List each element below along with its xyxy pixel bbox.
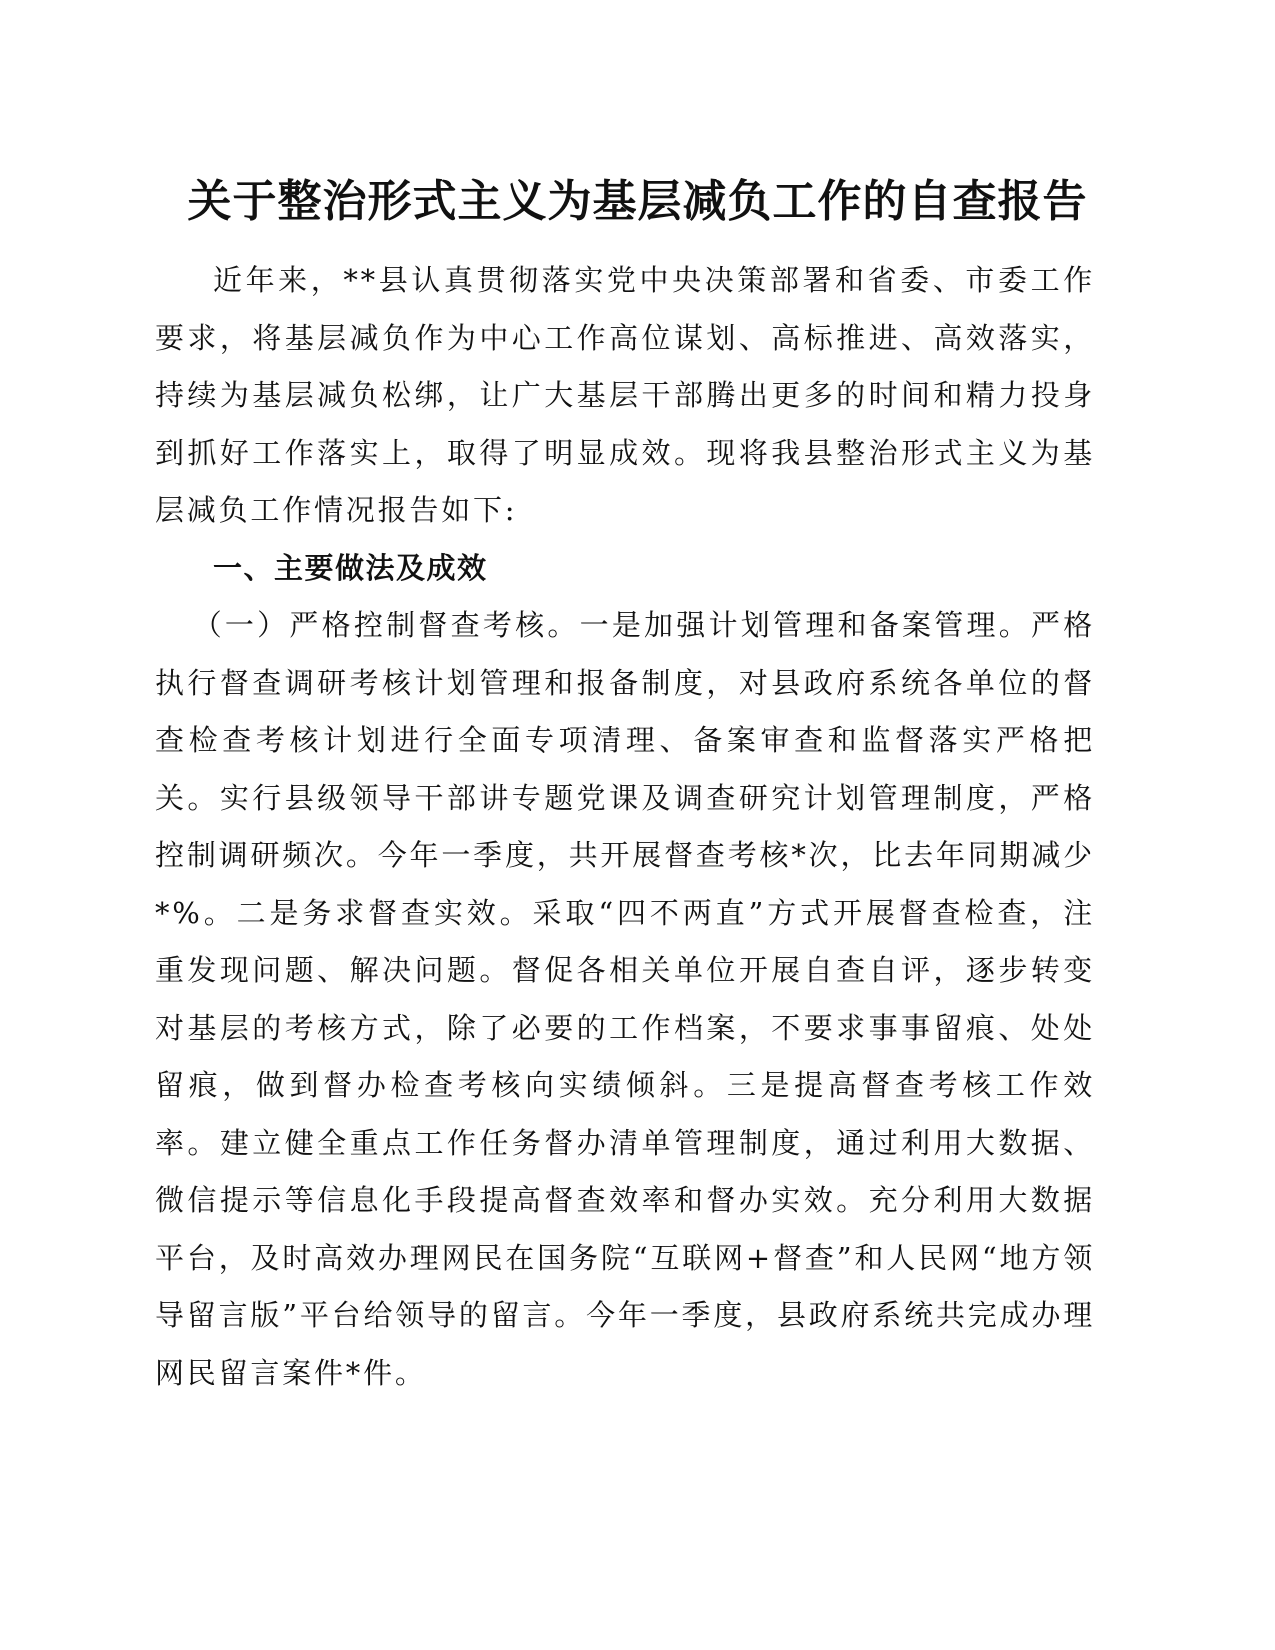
section-heading: 一、主要做法及成效 — [213, 550, 488, 585]
section-paragraph: （一）严格控制督查考核。一是加强计划管理和备案管理。严格执行督查调研考核计划管理和报备制度，对县政府系统各单位的督查检查考核计划进行全面专项清理、备案审查和监督落实严格把关。实行县级领导干部讲专题党课及调查研究计划管理制度，严格控制调研频次。今年一季度，共开展督查考核*次，比去年同期减少*%。二是务求督查实效。采取“四不两直”方式开展督查检查，注重发现问题、解决问题。督促各相关单位开展自查自评，逐步转变对基层的考核方式，除了必要的工作档案，不要求事事留痕、处处留痕，做到督办检查考核向实绩倾斜。三是提高督查考核工作效率。建立健全重点工作任务督办清单管理制度，通过利用大数据、微信提示等信息化手段提高督查效率和督办实效。充分利用大数据平台，及时高效办理网民在国务院“互联网+督查”和人民网“地方领导留言版”平台给领导的留言。今年一季度，县政府系统共完成办理网民留言案件*件。 — [155, 608, 1095, 1390]
intro-paragraph: 近年来，**县认真贯彻落实党中央决策部署和省委、市委工作要求，将基层减负作为中心工作高位谋划、高标推进、高效落实，持续为基层减负松绑，让广大基层干部腾出更多的时间和精力投身到抓好工作落实上，取得了明显成效。现将我县整治形式主义为基层减负工作情况报告如下: — [155, 263, 1095, 527]
document-title: 关于整治形式主义为基层减负工作的自查报告 — [187, 176, 1088, 227]
document-body — [155, 252, 1095, 1402]
